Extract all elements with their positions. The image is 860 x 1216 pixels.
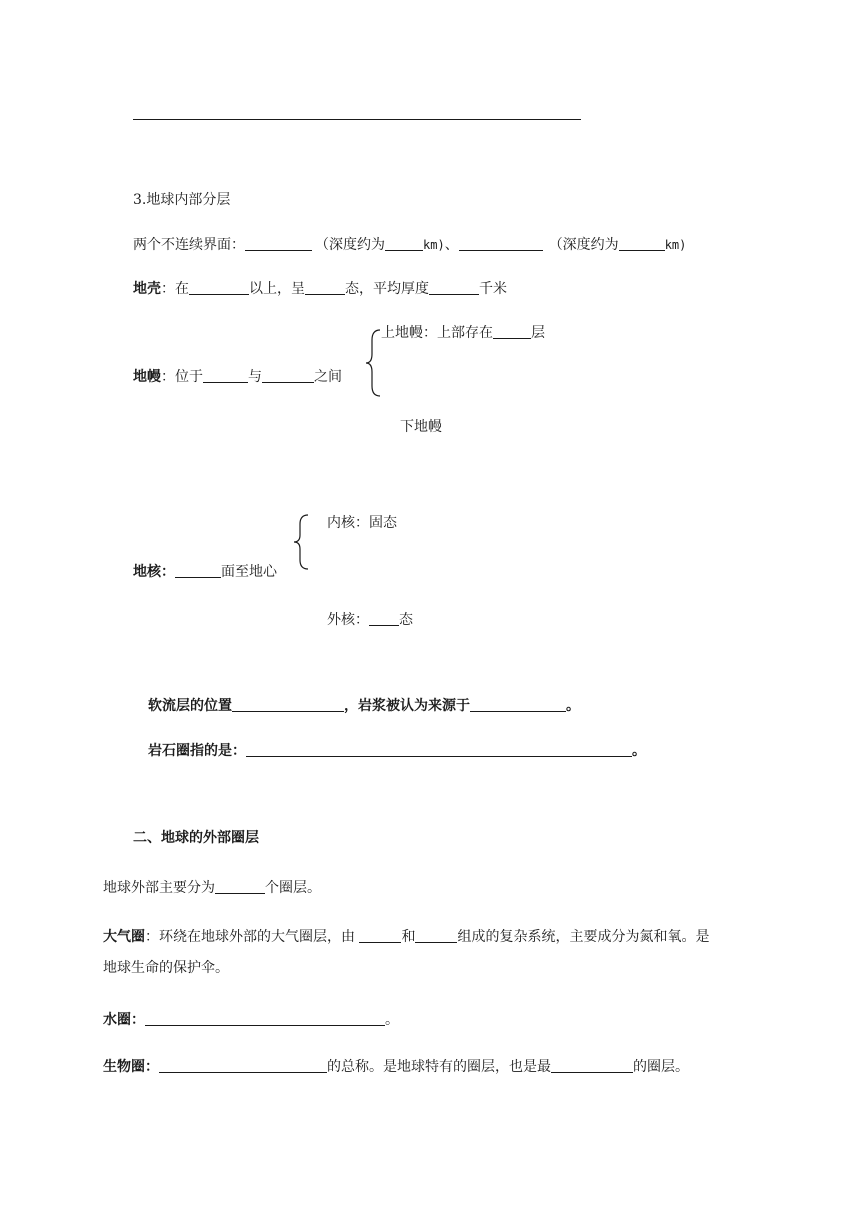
crust-label: 地壳 [133, 281, 161, 297]
depth-1-unit: km) [423, 238, 445, 252]
inner-core-text: 内核：固态 [327, 515, 397, 531]
biosphere-label: 生物圈 [103, 1059, 145, 1075]
discontinuity-line [133, 235, 686, 255]
top-answer-line [133, 119, 581, 120]
atmosphere-blank-1[interactable] [359, 927, 401, 943]
mantle-label: 地幔 [133, 369, 161, 385]
section-3-title-text: 3.地球内部分层 [133, 192, 231, 208]
upper-mantle-text: 上地幔：上部存在 [381, 325, 493, 341]
core-label: 地核 [133, 564, 161, 580]
lower-mantle-text: 下地幔 [400, 419, 442, 435]
core-text-1: ： [161, 564, 175, 580]
upper-mantle-end: 层 [531, 325, 545, 341]
crust-blank-1[interactable] [189, 279, 249, 295]
depth-2-unit: km) [664, 238, 687, 252]
depth-2-blank[interactable] [619, 235, 665, 251]
mantle-text-3: 之间 [314, 369, 342, 385]
asthenosphere-blank-2[interactable] [470, 696, 566, 712]
core-blank[interactable] [175, 562, 221, 578]
asthenosphere-text-3: 。 [566, 698, 580, 714]
asthenosphere-line [148, 696, 580, 716]
atmosphere-blank-2[interactable] [415, 927, 457, 943]
section-2-title [133, 828, 259, 848]
upper-mantle-line [381, 323, 545, 343]
atmosphere-text-2: 和 [401, 929, 416, 945]
lower-mantle-line [400, 417, 442, 437]
depth-1-blank[interactable] [385, 235, 423, 251]
crust-blank-3[interactable] [429, 279, 479, 295]
biosphere-text-1: ： [145, 1059, 159, 1075]
lithosphere-blank[interactable] [246, 741, 632, 757]
mantle-text-1: ：位于 [161, 369, 203, 385]
hydrosphere-blank[interactable] [145, 1010, 385, 1026]
core-text-2: 面至地心 [221, 564, 277, 580]
hydrosphere-line [103, 1010, 399, 1030]
atmosphere-line [103, 927, 709, 947]
discontinuity-separator: 、 [444, 237, 459, 253]
mantle-text-2: 与 [248, 369, 262, 385]
lithosphere-line [148, 741, 646, 761]
intro-blank[interactable] [215, 878, 265, 894]
atmosphere-text-3: 组成的复杂系统，主要成分为氮和氧。是 [457, 929, 710, 945]
outer-core-end: 态 [399, 612, 413, 628]
hydrosphere-label: 水圈 [103, 1012, 131, 1028]
mantle-line [133, 367, 342, 387]
atmosphere-text-1: ：环绕在地球外部的大气圈层，由 [145, 929, 360, 945]
section-2-title-text: 二、地球的外部圈层 [133, 830, 259, 846]
outer-core-blank[interactable] [369, 610, 399, 626]
intro-text-2: 个圈层。 [265, 880, 321, 896]
atmosphere-text-4: 地球生命的保护伞。 [103, 960, 229, 976]
asthenosphere-text-1: 软流层的位置 [148, 698, 232, 714]
section-3-title [133, 190, 230, 210]
asthenosphere-text-2: ，岩浆被认为来源于 [344, 698, 470, 714]
hydrosphere-text-1: ： [131, 1012, 145, 1028]
mantle-blank-2[interactable] [262, 367, 314, 383]
core-brace [292, 513, 312, 571]
discontinuity-label: 两个不连续界面： [133, 237, 245, 253]
atmosphere-label: 大气圈 [103, 929, 145, 945]
crust-text-4: 千米 [479, 281, 507, 297]
biosphere-blank-1[interactable] [159, 1057, 327, 1073]
biosphere-blank-2[interactable] [551, 1057, 633, 1073]
discontinuity-2-blank[interactable] [459, 235, 543, 251]
crust-text-3: 态，平均厚度 [345, 281, 429, 297]
atmosphere-line-2 [103, 958, 229, 978]
crust-text-1: ：在 [161, 281, 189, 297]
crust-line [133, 279, 507, 299]
depth-1-open: （深度约为 [315, 237, 385, 253]
mantle-blank-1[interactable] [203, 367, 248, 383]
crust-text-2: 以上，呈 [249, 281, 305, 297]
upper-mantle-blank[interactable] [493, 323, 531, 339]
discontinuity-1-blank[interactable] [245, 235, 312, 251]
biosphere-text-3: 的圈层。 [633, 1059, 689, 1075]
lithosphere-text-1: 岩石圈指的是： [148, 743, 246, 759]
mantle-brace [364, 328, 384, 398]
outer-core-line [327, 610, 413, 630]
intro-text-1: 地球外部主要分为 [103, 880, 215, 896]
inner-core-line [327, 513, 397, 533]
lithosphere-text-2: 。 [632, 743, 646, 759]
biosphere-line [103, 1057, 689, 1077]
biosphere-text-2: 的总称。是地球特有的圈层，也是最 [327, 1059, 551, 1075]
crust-blank-2[interactable] [305, 279, 345, 295]
hydrosphere-text-2: 。 [385, 1012, 399, 1028]
depth-2-open: （深度约为 [548, 237, 619, 253]
asthenosphere-blank-1[interactable] [232, 696, 344, 712]
core-line [133, 562, 277, 582]
outer-spheres-intro [103, 878, 321, 898]
outer-core-text: 外核： [327, 612, 369, 628]
